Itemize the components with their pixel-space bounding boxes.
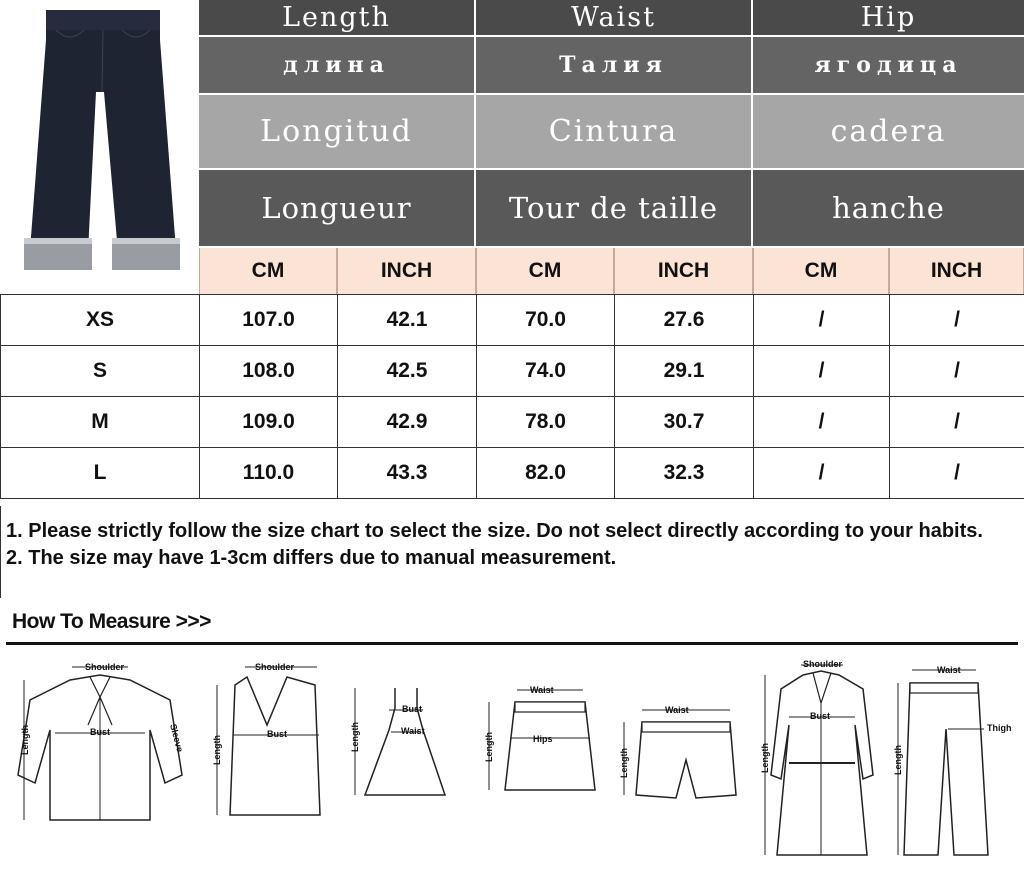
measure-label: Length: [484, 732, 494, 762]
unit-length-cm: CM: [199, 248, 337, 294]
measure-label: Bust: [267, 729, 287, 739]
cell-hip-cm: /: [754, 397, 890, 448]
label-length: Length: [20, 725, 30, 755]
how-to-measure-title: How To Measure >>>: [12, 610, 211, 633]
cell-hip-inch: /: [890, 346, 1024, 397]
cell-waist-cm: 74.0: [477, 346, 615, 397]
unit-header-row: [199, 248, 1024, 294]
cell-length-cm: 109.0: [200, 397, 338, 448]
product-image: [0, 0, 199, 294]
header-length-es: Longitud: [199, 95, 476, 170]
cell-hip-cm: /: [754, 448, 890, 499]
header-waist-ru: Талия: [476, 37, 753, 95]
jeans-image: [0, 0, 199, 294]
cell-length-inch: 42.1: [338, 295, 477, 346]
table-row: [1, 448, 1024, 499]
measure-label: Length: [893, 745, 903, 775]
measure-label: Shoulder: [255, 662, 295, 672]
note-1: 1. Please strictly follow the size chart to select the size. Do not select directly according to your habits.: [6, 520, 983, 542]
label-sleeve: Sleeve: [168, 722, 186, 754]
cell-waist-inch: 30.7: [615, 397, 754, 448]
header-hip-fr: hanche: [753, 170, 1024, 248]
cell-size: L: [1, 448, 200, 499]
cell-length-cm: 108.0: [200, 346, 338, 397]
unit-length-inch: INCH: [337, 248, 476, 294]
header-length-ru: длина: [199, 37, 476, 95]
unit-waist-inch: INCH: [614, 248, 753, 294]
measure-label: Hips: [533, 734, 553, 744]
cell-waist-cm: 70.0: [477, 295, 615, 346]
header-row-russian: [199, 37, 1024, 95]
table-row: [1, 346, 1024, 397]
header-row-spanish: [199, 95, 1024, 170]
measure-label: Bust: [810, 711, 830, 721]
measure-label: Length: [212, 735, 222, 765]
label-bust: Bust: [90, 727, 110, 737]
cell-length-cm: 110.0: [200, 448, 338, 499]
skirt-diagram: [475, 680, 605, 815]
cell-length-cm: 107.0: [200, 295, 338, 346]
header-waist: Waist: [476, 0, 753, 37]
measure-label: Waist: [401, 726, 425, 736]
header-length-fr: Longueur: [199, 170, 476, 248]
cell-hip-inch: /: [890, 295, 1024, 346]
dress-diagram: [345, 680, 465, 815]
language-header: [199, 0, 1024, 248]
notes: [6, 518, 1018, 572]
header-row-english: [199, 0, 1024, 37]
label-shoulder: Shoulder: [85, 662, 125, 672]
measure-label: Bust: [402, 704, 422, 714]
coat-diagram: [755, 655, 885, 865]
cell-waist-cm: 78.0: [477, 397, 615, 448]
measure-label: Length: [619, 748, 629, 778]
cell-hip-cm: /: [754, 295, 890, 346]
cell-size: M: [1, 397, 200, 448]
shorts-diagram: [612, 700, 742, 810]
header-hip: Hip: [753, 0, 1024, 37]
blouse-diagram: [10, 655, 190, 835]
divider: [6, 642, 1018, 645]
cell-waist-inch: 27.6: [615, 295, 754, 346]
header-hip-es: cadera: [753, 95, 1024, 170]
cell-waist-inch: 29.1: [615, 346, 754, 397]
cell-waist-inch: 32.3: [615, 448, 754, 499]
table-row: [1, 397, 1024, 448]
header-hip-ru: ягодица: [753, 37, 1024, 95]
cell-length-inch: 43.3: [338, 448, 477, 499]
vest-diagram: [205, 655, 335, 830]
cell-hip-inch: /: [890, 397, 1024, 448]
header-waist-fr: Tour de taille: [476, 170, 753, 248]
cell-size: S: [1, 346, 200, 397]
header-waist-es: Cintura: [476, 95, 753, 170]
header-row-french: [199, 170, 1024, 248]
cell-length-inch: 42.5: [338, 346, 477, 397]
unit-hip-inch: INCH: [889, 248, 1024, 294]
unit-hip-cm: CM: [753, 248, 889, 294]
cell-hip-inch: /: [890, 448, 1024, 499]
measure-label: Length: [350, 722, 360, 752]
trousers-diagram: [890, 655, 1020, 865]
size-table: [0, 294, 1024, 499]
cell-size: XS: [1, 295, 200, 346]
measure-label: Waist: [937, 665, 961, 675]
header-length: Length: [199, 0, 476, 37]
measure-label: Length: [760, 743, 770, 773]
unit-waist-cm: CM: [476, 248, 614, 294]
measure-label: Shoulder: [803, 659, 843, 669]
measure-label: Waist: [530, 685, 554, 695]
note-2: 2. The size may have 1-3cm differs due to manual measurement.: [6, 547, 617, 569]
measure-label: Thigh: [987, 723, 1012, 733]
measure-label: Waist: [665, 705, 689, 715]
cell-length-inch: 42.9: [338, 397, 477, 448]
table-row: [1, 295, 1024, 346]
cell-hip-cm: /: [754, 346, 890, 397]
cell-waist-cm: 82.0: [477, 448, 615, 499]
